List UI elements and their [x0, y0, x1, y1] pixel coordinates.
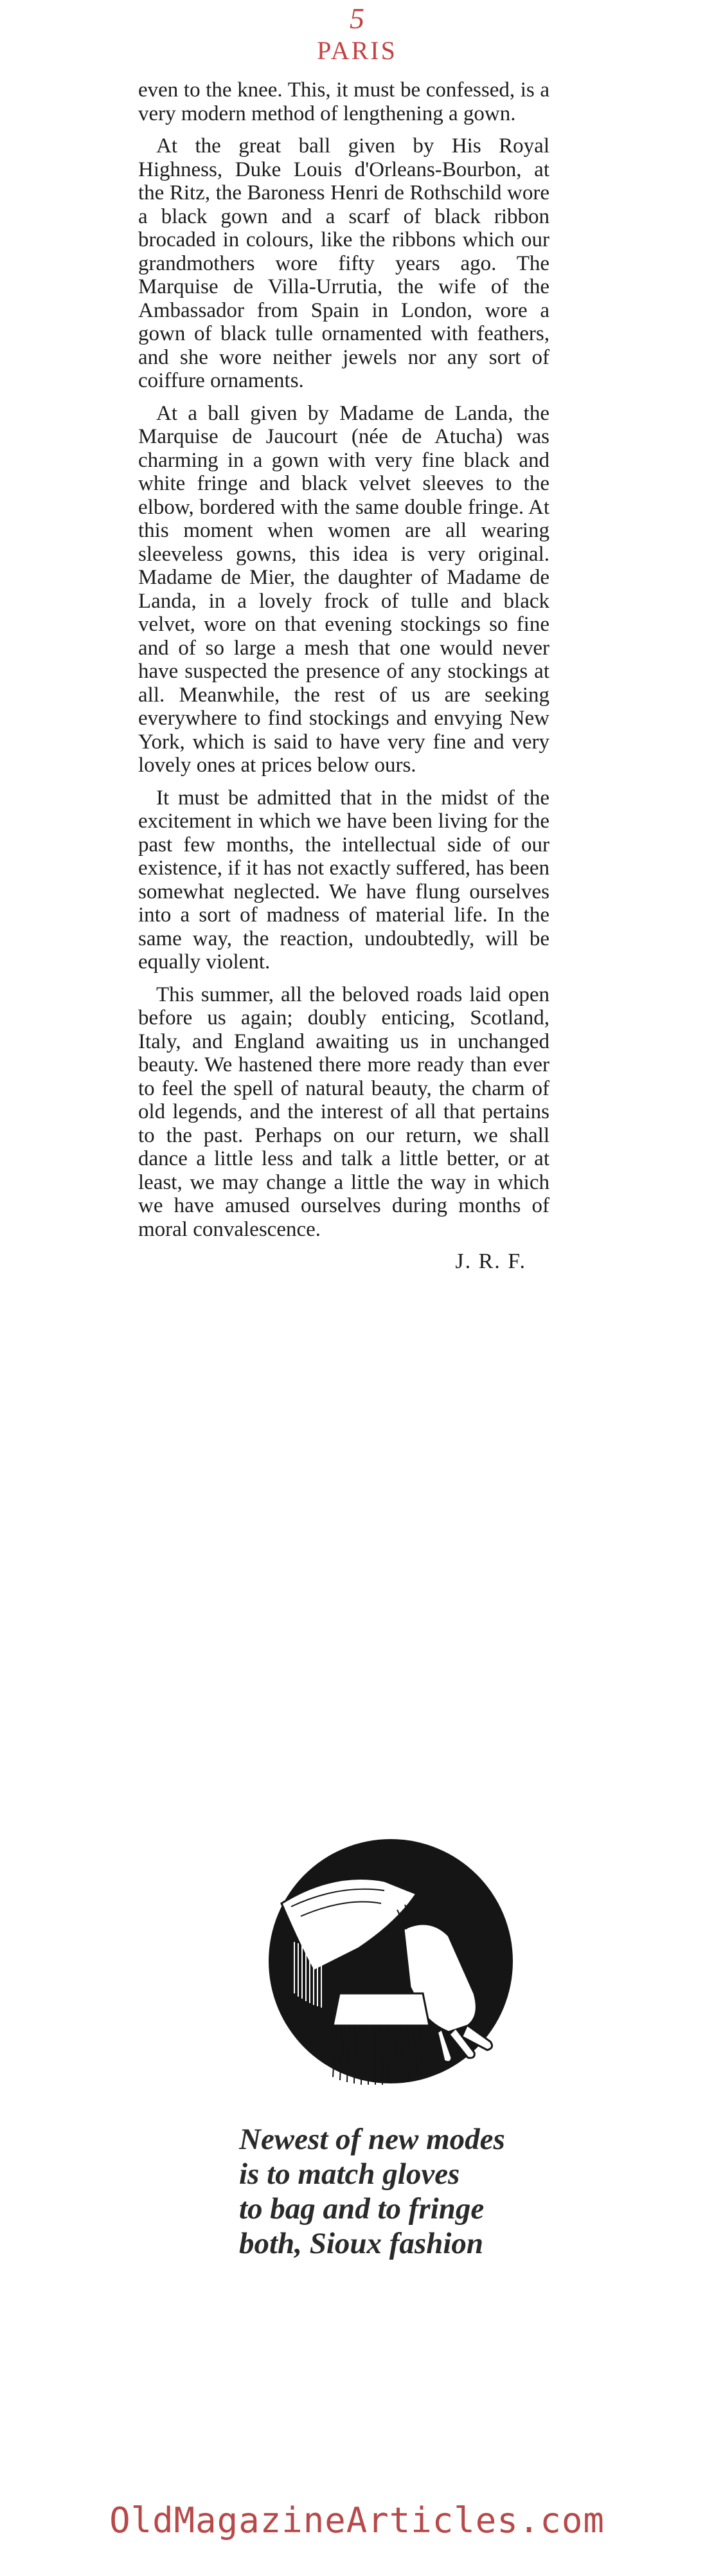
article-paragraph: At a ball given by Madame de Landa, the Marquise de Jaucourt (née de Atucha) was charming in a gown with very fine black and white fringe and black velvet sleeves to the elbow, bordered with the same double fringe. At this moment when women are all wearing sleeveless gowns, this idea is very original. Madame de Mier, the daughter of Madame de Landa, in a lovely frock of tulle and black velvet, wore on that evening stockings so fine and of so large a mesh that one would never have suspected the presence of any stockings at all. Meanwhile, the rest of us are seeking everywhere to find stockings and envying New York, which is said to have very fine and very lovely ones at prices below ours. [138, 401, 549, 777]
article-paragraph: At the great ball given by His Royal Highness, Duke Louis d'Orleans-Bourbon, at the Ritz, the Baroness Henri de Rothschild wore a black gown and a scarf of black ribbon brocaded in colours, like the ribbons which our grandmothers wore fifty years ago. The Marquise de Villa-Urrutia, the wife of the Ambassador from Spain in London, wore a gown of black tulle ornamented with feathers, and she wore neither jewels nor any sort of coiffure ornaments. [138, 134, 549, 392]
lower-purse [333, 1993, 429, 2026]
caption-line: Newest of new modes [239, 2123, 505, 2156]
article-paragraph: even to the knee. This, it must be confessed, is a very modern method of lengthening a gown. [138, 78, 549, 125]
site-watermark: OldMagazineArticles.com [109, 2500, 605, 2541]
caption-line: is to match gloves [239, 2157, 460, 2191]
glove-and-bag-illustration-icon [256, 1833, 526, 2103]
caption-line: both, Sioux fashion [239, 2227, 484, 2260]
article-paragraph: It must be admitted that in the midst of the excitement in which we have been living for the past few months, the intellectual side of our existence, if it has not exactly suffered, has been somewhat neglected. We have flung ourselves into a sort of madness of material life. In the same way, the reaction, undoubtedly, will be equally violent. [138, 786, 549, 974]
section-title: PARIS [317, 36, 397, 65]
author-signature: J. R. F. [455, 1249, 526, 1273]
article-body [138, 78, 549, 1274]
page-number: 5 [350, 2, 364, 35]
article-paragraph: This summer, all the beloved roads laid open before us again; doubly enticing, Scotland, Italy, and England awaiting us in unchanged beauty. We hastened there more ready than ever to feel the spell of natural beauty, the charm of old legends, and the interest of all that pertains to the past. Perhaps on our return, we shall dance a little less and talk a little better, or at least, we may change a little the way in which we have amused ourselves during months of moral convalescence. [138, 983, 549, 1241]
caption-line: to bag and to fringe [239, 2192, 485, 2226]
illustration-caption [212, 2122, 572, 2261]
